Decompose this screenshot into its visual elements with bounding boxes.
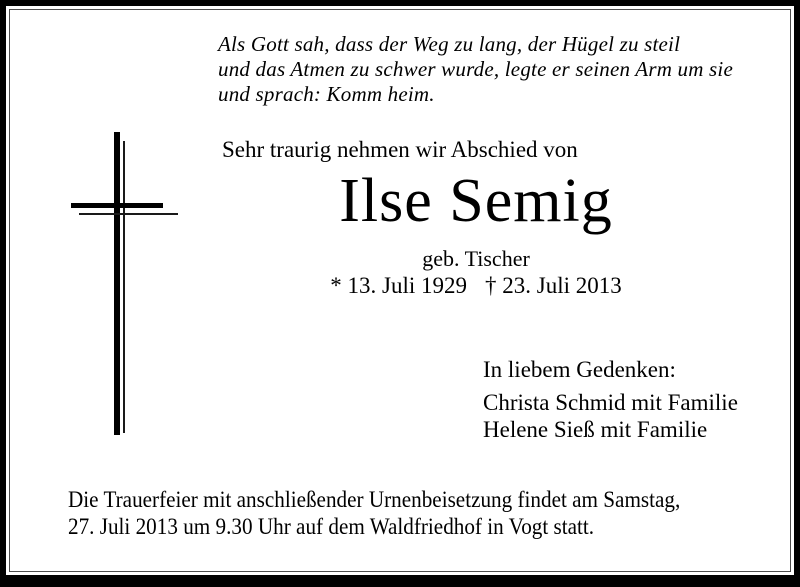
cross-vertical-thick-bar (114, 132, 120, 435)
deceased-name: Ilse Semig (339, 167, 613, 235)
mourners-block (483, 356, 738, 443)
cross-horizontal-thick-bar (71, 203, 163, 208)
funeral-info (68, 486, 680, 540)
cross-vertical-thin-bar (123, 141, 125, 433)
funeral-line-2: 27. Juli 2013 um 9.30 Uhr auf dem Waldfriedhof in Vogt statt. (68, 514, 595, 539)
birth-date: * 13. Juli 1929 (330, 273, 467, 298)
mourners-heading: In liebem Gedenken: (483, 357, 676, 382)
verse-line-3: und sprach: Komm heim. (218, 82, 435, 106)
life-dates (152, 273, 800, 299)
maiden-name: geb. Tischer (422, 246, 530, 271)
opening-verse (218, 32, 733, 107)
death-date: † 23. Juli 2013 (485, 273, 622, 298)
verse-line-1: Als Gott sah, dass der Weg zu lang, der Hügel zu steil (218, 32, 681, 56)
mourner-name-2: Helene Sieß mit Familie (483, 417, 708, 442)
funeral-line-1: Die Trauerfeier mit anschließender Urnenbeisetzung findet am Samstag, (68, 487, 681, 512)
farewell-intro: Sehr traurig nehmen wir Abschied von (222, 137, 578, 162)
mourner-name-1: Christa Schmid mit Familie (483, 390, 738, 415)
verse-line-2: und das Atmen zu schwer wurde, legte er seinen Arm um sie (218, 57, 733, 81)
